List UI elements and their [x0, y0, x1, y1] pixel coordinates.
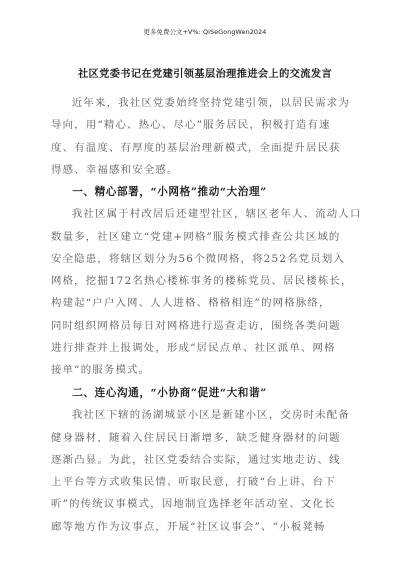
text-line: 我社区属于村改居后还建型社区，辖区老年人、流动人口	[71, 208, 362, 221]
text-line: 健身器材，随着入住居民日渐增多，缺乏健身器材的问题	[51, 431, 341, 444]
text-line: 逐渐凸显。为此，社区党委结合实际，通过实地走访、线	[51, 453, 341, 466]
text-line: 得感、幸福感和安全感。	[51, 163, 179, 176]
section-heading: 二、连心沟通，“小协商”促进“大和谐”	[72, 387, 267, 399]
section-1	[51, 181, 362, 382]
text-line: 度、有温度、有厚度的基层治理新模式，全面提升居民获	[51, 141, 341, 154]
intro-paragraph	[51, 92, 362, 181]
text-line: 进行排查并上报调处，形成“居民点单、社区派单、网格	[51, 342, 336, 355]
text-line: 安全隐患，将辖区划分为56个微网格，将252名党员划入	[51, 252, 346, 265]
text-line: 上平台等方式收集民情、听取民意，打破“台上讲、台下	[51, 476, 336, 489]
text-line: 构建起“户户入网、人人进格、格格相连”的网格脉络，	[51, 297, 331, 310]
document-title: 社区党委书记在党建引领基层治理推进会上的交流发言	[77, 68, 333, 80]
text-line: 导向，用“精心、热心、尽心”服务居民，积极打造有速	[51, 119, 331, 132]
text-line: 近年来，我社区党委始终坚持党建引领，以居民需求为	[71, 97, 350, 109]
text-line: 廊等地方作为议事点，开展“社区议事会”、“小板凳畅	[51, 520, 326, 533]
text-line: 听”的传统议事模式，因地制宜选择老年活动室、文化长	[51, 498, 336, 511]
text-line: 同时组织网格员每日对网格进行巡查走访，围绕各类问题	[51, 319, 341, 332]
section-2	[51, 382, 362, 538]
text-line: 数量多，社区建立“党建+网格”服务模式排查公共区域的	[51, 230, 341, 243]
header-note: 更多免费公文+V%: QiSeGongWen2024	[143, 28, 267, 36]
text-line: 我社区下辖的汤湖城景小区是新建小区，交房时未配备	[71, 409, 350, 422]
section-heading: 一、精心部署，“小网格”推动“大治理”	[72, 186, 267, 198]
text-line: 网格，挖掘172名热心楼栋事务的楼栋党员、居民楼栋长，	[51, 275, 353, 288]
text-line: 接单”的服务模式。	[51, 364, 151, 377]
